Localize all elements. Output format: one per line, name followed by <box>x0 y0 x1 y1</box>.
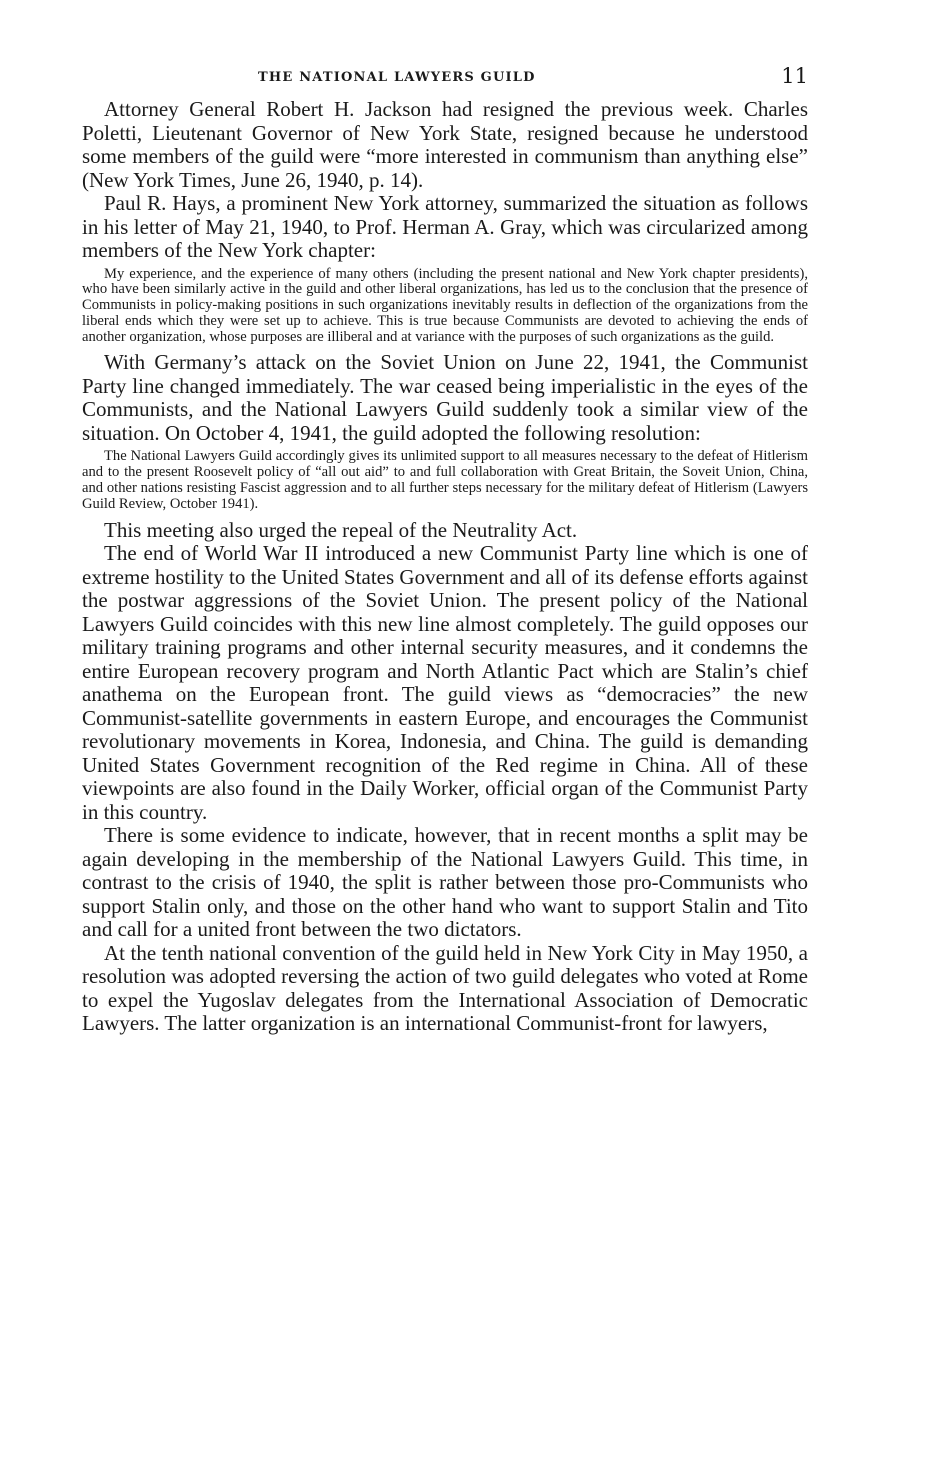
page-number: 11 <box>781 64 808 88</box>
running-head: THE NATIONAL LAWYERS GUILD <box>258 70 536 85</box>
paragraph-tenth-convention: At the tenth national convention of the guild held in New York City in May 1950, a resolution was adopted reversing the action of two guild delegates who voted at Rome to expel the Yugoslav delegates from the International Association of Democratic Lawyers. The latter organization is an international Communist-front for lawyers, <box>82 940 808 1036</box>
paragraph-jackson-resignation: Attorney General Robert H. Jackson had resigned the previous week. Charles Poletti, Lieutenant Governor of New York State, resigned because he understood some members of the guild were “more interested in communism than anything else” (New York Times, June 26, 1940, p. 14). <box>82 97 808 192</box>
page-header <box>82 58 808 98</box>
paragraph-party-line-change: With Germany’s attack on the Soviet Union on June 22, 1941, the Communist Party line changed immediately. The war ceased being imperialistic in the eyes of the Communists, and the National Lawyers Guild suddenly took a similar view of the situation. On October 4, 1941, the guild adopted the following resolution: <box>82 350 808 445</box>
document-page <box>82 58 808 1036</box>
paragraph-hays-letter: Paul R. Hays, a prominent New York attorney, summarized the situation as follows in his letter of May 21, 1940, to Prof. Herman A. Gray, which was circularized among members of the New York chapter: <box>82 191 808 262</box>
block-quote-hays: My experience, and the experience of many others (including the present national and New York chapter presidents), who have been similarly active in the guild and other liberal organizations, has led us to the conclusion that the presence of Communists in policy-making positions in such organizations inevitably results in deflection of the organizations from the liberal ends which they were set up to achieve. This is true because Communists are devoted to achieving the ends of another organization, whose purposes are illiberal and at variance with the purposes of such organizations as the guild. <box>82 265 808 345</box>
paragraph-postwar-line: The end of World War II introduced a new Communist Party line which is one of extreme hostility to the United States Government and all of its defense efforts against the postwar aggressions of the Soviet Union. The present policy of the National Lawyers Guild coincides with this new line almost completely. The guild opposes our military training programs and other internal security measures, and it condemns the entire European recovery program and North Atlantic Pact which are Stalin’s chief anathema on the European front. The guild views as “democracies” the new Communist-satellite governments in eastern Europe, and encourages the Communist revolutionary movements in Korea, Indonesia, and China. The guild is demanding United States Government recognition of the Red regime in China. All of these viewpoints are also found in the Daily Worker, official organ of the Communist Party in this country. <box>82 541 808 824</box>
block-quote-resolution: The National Lawyers Guild accordingly gives its unlimited support to all measures necessary to the defeat of Hitlerism and to the present Roosevelt policy of “all out aid” to and full collaboration with Great Britain, the Soveit Union, China, and other nations resisting Fascist aggression and to all further steps necessary for the military defeat of Hitlerism (Lawyers Guild Review, October 1941). <box>82 448 808 512</box>
paragraph-neutrality-act: This meeting also urged the repeal of the Neutrality Act. <box>104 517 578 542</box>
paragraph-split-evidence: There is some evidence to indicate, however, that in recent months a split may be again developing in the membership of the National Lawyers Guild. This time, in contrast to the crisis of 1940, the split is rather between those pro-Communists who support Stalin only, and those on the other hand who want to support Stalin and Tito and call for a united front between the two dictators. <box>82 823 808 942</box>
